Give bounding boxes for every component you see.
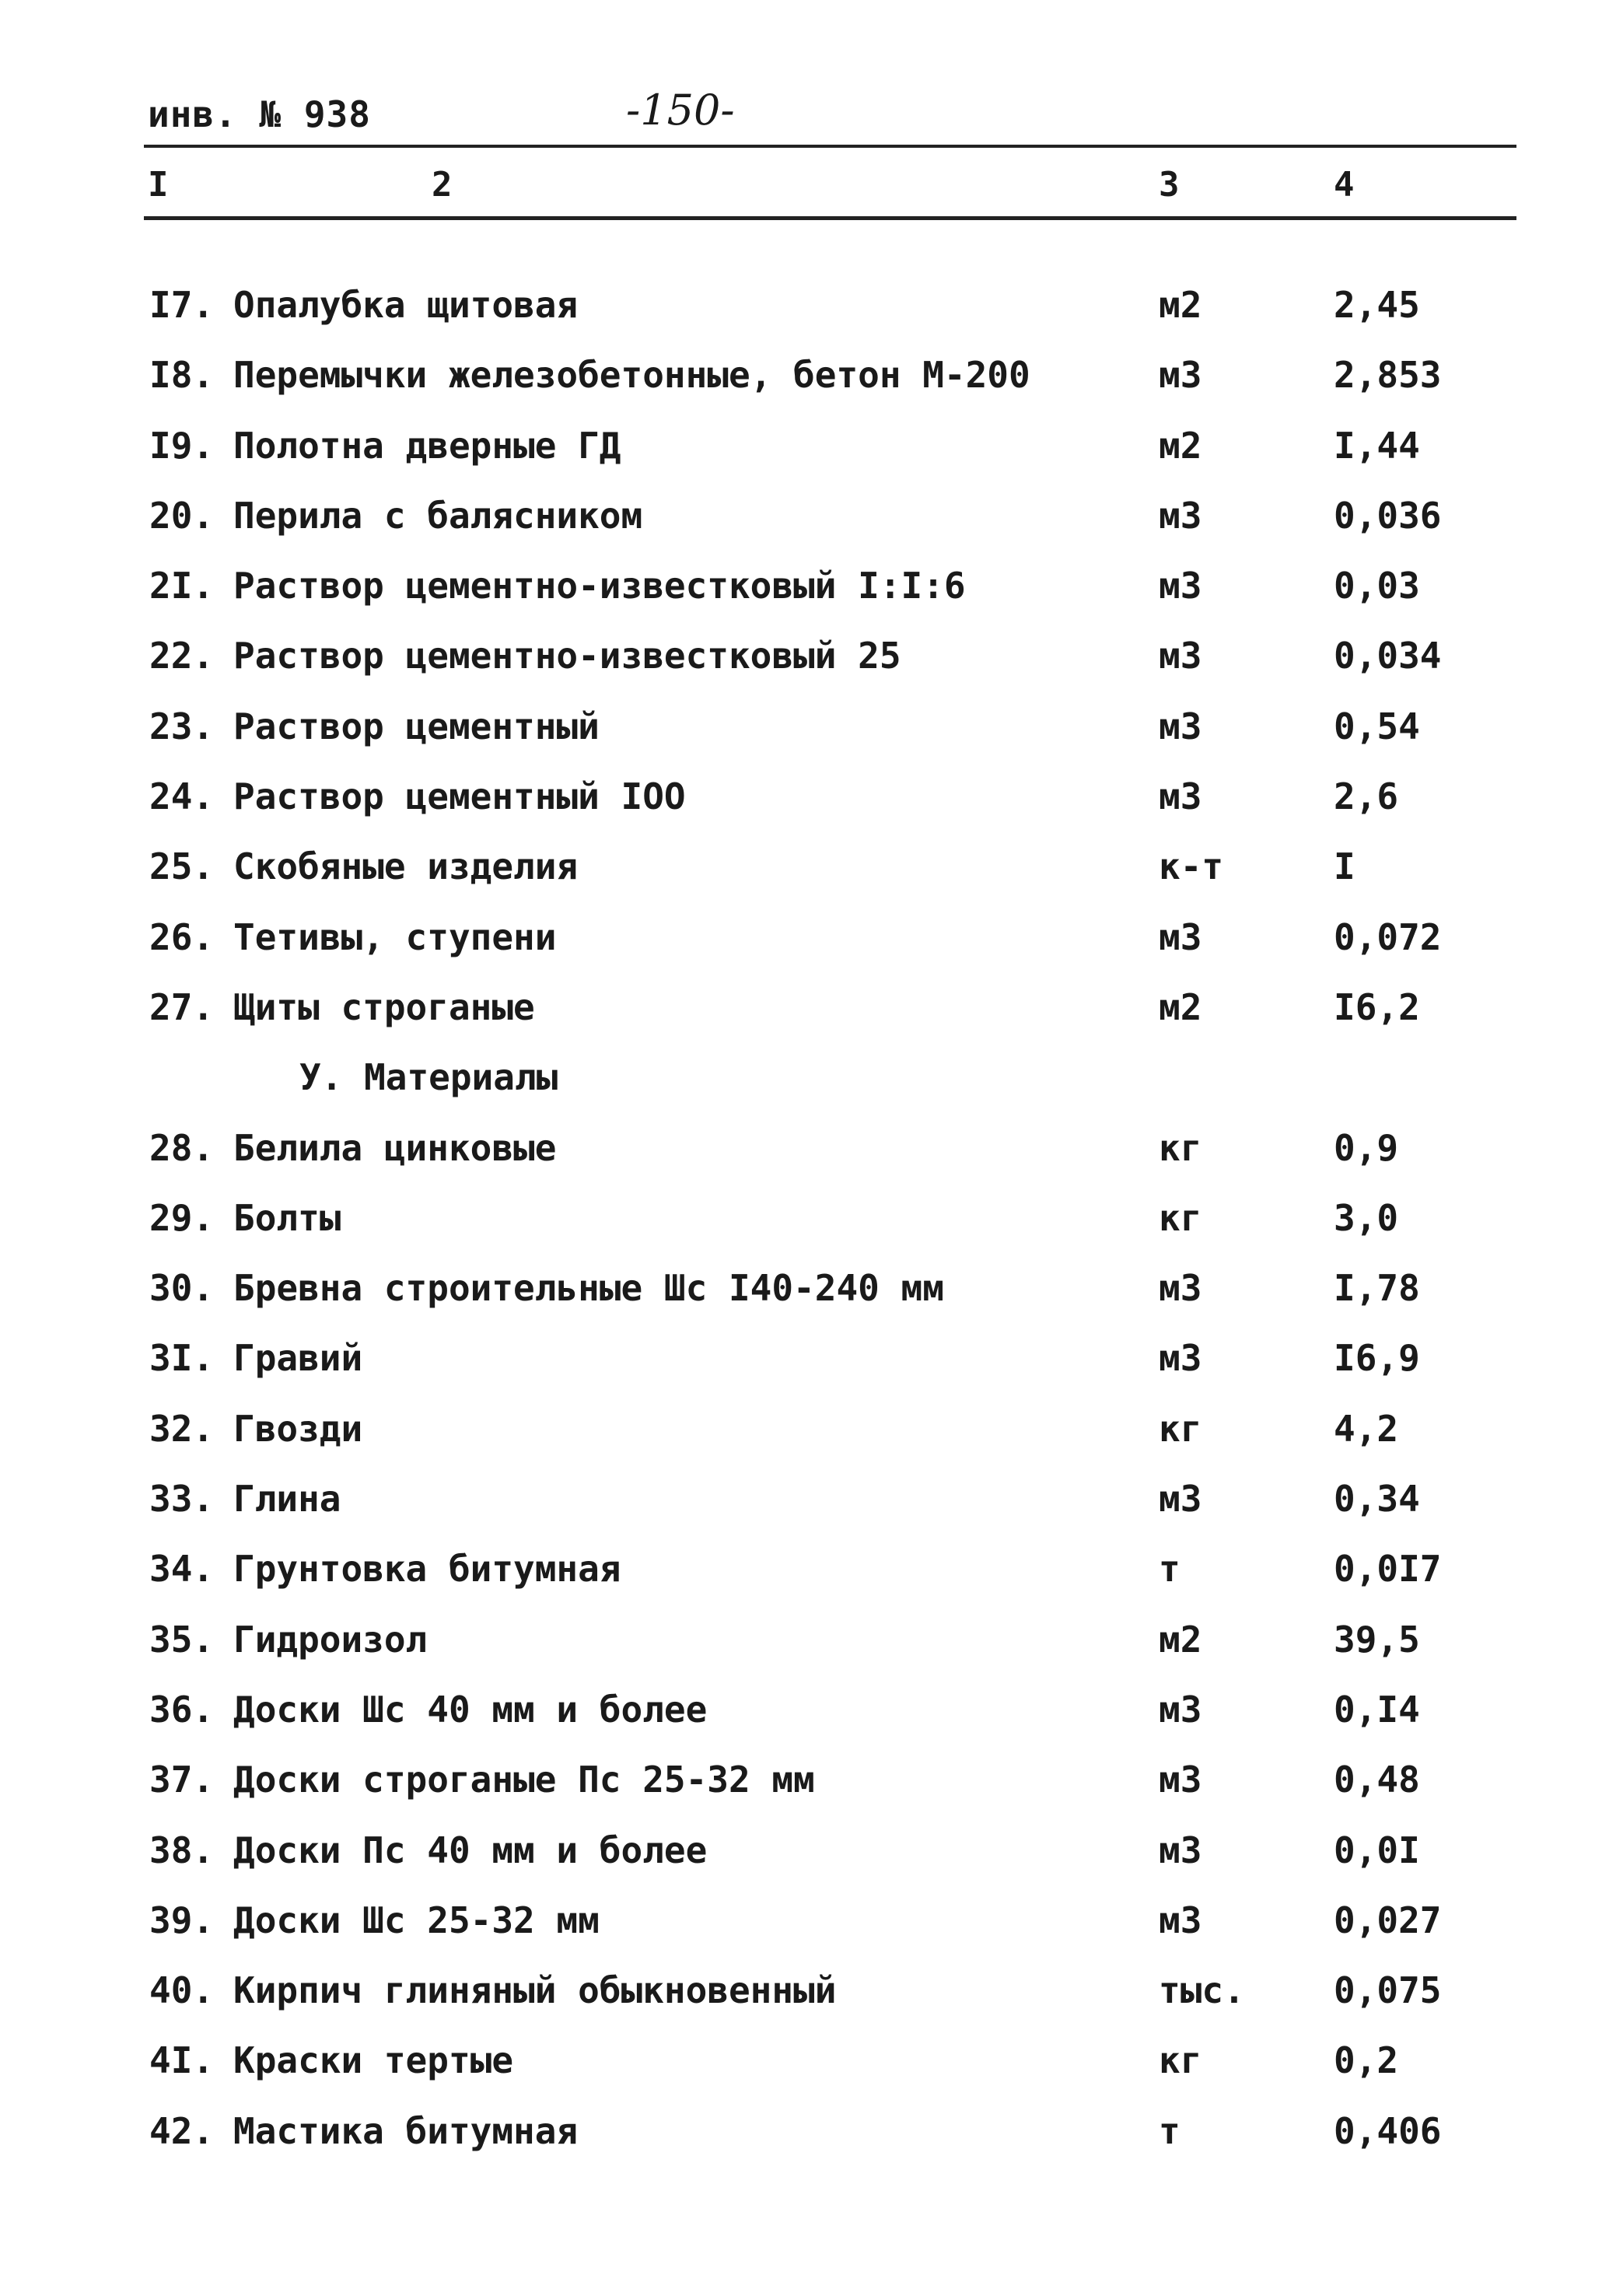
row-number: 27.	[149, 985, 215, 1028]
table-row	[0, 1756, 1616, 1826]
row-number: 39.	[149, 1899, 215, 1941]
unit-of-measure: м3	[1159, 1337, 1202, 1380]
row-number: 37.	[149, 1759, 215, 1801]
item-name: Грунтовка битумная	[233, 1548, 621, 1591]
table-row	[0, 1545, 1616, 1615]
table-row	[0, 1967, 1616, 2037]
table-row	[0, 282, 1616, 352]
item-name: Доски Шс 25-32 мм	[233, 1899, 600, 1941]
item-name: Доски Пс 40 мм и более	[233, 1829, 708, 1871]
unit-of-measure: к-т	[1159, 845, 1224, 888]
item-name: Болты	[233, 1196, 341, 1239]
row-number: 20.	[149, 494, 215, 537]
table-row	[0, 632, 1616, 702]
unit-of-measure: м3	[1159, 915, 1202, 958]
row-number: 24.	[149, 775, 215, 818]
table-row	[0, 1616, 1616, 1686]
column-headers	[0, 165, 1616, 212]
quantity: 0,34	[1334, 1478, 1420, 1521]
item-name: Белила цинковые	[233, 1126, 557, 1169]
item-name: Бревна строительные Шс I40-240 мм	[233, 1267, 944, 1310]
unit-of-measure: м3	[1159, 1899, 1202, 1941]
quantity: 2,45	[1334, 284, 1420, 326]
quantity: 0,I4	[1334, 1688, 1420, 1731]
unit-of-measure: тыс.	[1159, 1969, 1245, 2012]
row-number: 32.	[149, 1407, 215, 1450]
table-row	[0, 2037, 1616, 2107]
table-row	[0, 773, 1616, 843]
item-name: Тетивы, ступени	[233, 915, 557, 958]
quantity: 0,406	[1334, 2109, 1442, 2152]
table-row	[0, 422, 1616, 492]
quantity: 0,034	[1334, 635, 1442, 677]
table-row	[0, 1897, 1616, 1967]
quantity: I6,2	[1334, 985, 1420, 1028]
item-name: Опалубка щитовая	[233, 284, 579, 326]
row-number: 34.	[149, 1548, 215, 1591]
column-header-3: 3	[1159, 165, 1180, 205]
table-row	[0, 2108, 1616, 2178]
row-number: I9.	[149, 424, 215, 467]
quantity: 0,54	[1334, 705, 1420, 747]
table-row	[0, 1125, 1616, 1195]
row-number: 42.	[149, 2109, 215, 2152]
quantity: 39,5	[1334, 1618, 1420, 1661]
row-number: 35.	[149, 1618, 215, 1661]
quantity: 0,03	[1334, 565, 1420, 607]
table-row	[0, 562, 1616, 632]
item-name: Глина	[233, 1478, 341, 1521]
item-name: Перемычки железобетонные, бетон М-200	[233, 354, 1030, 397]
item-name: Доски строганые Пс 25-32 мм	[233, 1759, 815, 1801]
unit-of-measure: м3	[1159, 705, 1202, 747]
row-number: I7.	[149, 284, 215, 326]
unit-of-measure: м3	[1159, 1829, 1202, 1871]
quantity: 0,0I7	[1334, 1548, 1442, 1591]
table-row	[0, 1686, 1616, 1756]
unit-of-measure: м2	[1159, 284, 1202, 326]
section-heading-row	[0, 1054, 1616, 1124]
row-number: I8.	[149, 354, 215, 397]
item-name: Кирпич глиняный обыкновенный	[233, 1969, 837, 2012]
row-number: 40.	[149, 1969, 215, 2012]
unit-of-measure: кг	[1159, 2039, 1202, 2082]
item-name: Раствор цементно-известковый 25	[233, 635, 901, 677]
item-name: Раствор цементный IOO	[233, 775, 686, 818]
quantity: 0,036	[1334, 494, 1442, 537]
unit-of-measure: м3	[1159, 354, 1202, 397]
page-header	[148, 86, 1516, 148]
item-name: Доски Шс 40 мм и более	[233, 1688, 708, 1731]
quantity: I,78	[1334, 1267, 1420, 1310]
quantity: 0,0I	[1334, 1829, 1420, 1871]
item-name: У. Материалы	[299, 1056, 558, 1099]
quantity: I6,9	[1334, 1337, 1420, 1380]
row-number: 28.	[149, 1126, 215, 1169]
unit-of-measure: м3	[1159, 1478, 1202, 1521]
column-header-1: I	[148, 165, 169, 205]
table-row	[0, 914, 1616, 984]
row-number: 36.	[149, 1688, 215, 1731]
unit-of-measure: м3	[1159, 494, 1202, 537]
quantity: 2,853	[1334, 354, 1442, 397]
unit-of-measure: кг	[1159, 1196, 1202, 1239]
row-number: 4I.	[149, 2039, 215, 2082]
quantity: I,44	[1334, 424, 1420, 467]
table-row	[0, 1335, 1616, 1405]
item-name: Краски тертые	[233, 2039, 514, 2082]
column-header-2: 2	[432, 165, 453, 205]
header-rule-top	[144, 145, 1516, 148]
table-body	[0, 282, 1616, 2178]
unit-of-measure: м3	[1159, 565, 1202, 607]
unit-of-measure: кг	[1159, 1126, 1202, 1169]
table-row	[0, 1265, 1616, 1335]
quantity: 0,027	[1334, 1899, 1442, 1941]
row-number: 26.	[149, 915, 215, 958]
item-name: Щиты строганые	[233, 985, 535, 1028]
item-name: Гидроизол	[233, 1618, 428, 1661]
unit-of-measure: м3	[1159, 1688, 1202, 1731]
quantity: 4,2	[1334, 1407, 1399, 1450]
row-number: 2I.	[149, 565, 215, 607]
item-name: Раствор цементный	[233, 705, 600, 747]
item-name: Гравий	[233, 1337, 363, 1380]
item-name: Перила с балясником	[233, 494, 643, 537]
table-row	[0, 1195, 1616, 1265]
unit-of-measure: м2	[1159, 1618, 1202, 1661]
quantity: 0,075	[1334, 1969, 1442, 2012]
unit-of-measure: м3	[1159, 1267, 1202, 1310]
page-number: -150-	[626, 86, 735, 135]
header-rule-bottom	[144, 216, 1516, 220]
row-number: 30.	[149, 1267, 215, 1310]
table-row	[0, 1405, 1616, 1475]
unit-of-measure: т	[1159, 1548, 1181, 1591]
table-row	[0, 984, 1616, 1054]
unit-of-measure: м3	[1159, 775, 1202, 818]
table-row	[0, 492, 1616, 562]
row-number: 33.	[149, 1478, 215, 1521]
table-row	[0, 352, 1616, 422]
unit-of-measure: м3	[1159, 635, 1202, 677]
table-row	[0, 1827, 1616, 1897]
row-number: 23.	[149, 705, 215, 747]
row-number: 38.	[149, 1829, 215, 1871]
quantity: I	[1334, 845, 1355, 888]
quantity: 2,6	[1334, 775, 1399, 818]
table-row	[0, 843, 1616, 913]
quantity: 0,48	[1334, 1759, 1420, 1801]
item-name: Гвозди	[233, 1407, 363, 1450]
row-number: 25.	[149, 845, 215, 888]
unit-of-measure: м2	[1159, 424, 1202, 467]
unit-of-measure: м2	[1159, 985, 1202, 1028]
row-number: 22.	[149, 635, 215, 677]
table-row	[0, 1475, 1616, 1545]
item-name: Полотна дверные ГД	[233, 424, 621, 467]
row-number: 3I.	[149, 1337, 215, 1380]
unit-of-measure: т	[1159, 2109, 1181, 2152]
quantity: 0,9	[1334, 1126, 1399, 1169]
inventory-number: инв. № 938	[148, 93, 371, 135]
column-header-4: 4	[1334, 165, 1355, 205]
quantity: 3,0	[1334, 1196, 1399, 1239]
item-name: Скобяные изделия	[233, 845, 579, 888]
unit-of-measure: м3	[1159, 1759, 1202, 1801]
row-number: 29.	[149, 1196, 215, 1239]
quantity: 0,072	[1334, 915, 1442, 958]
unit-of-measure: кг	[1159, 1407, 1202, 1450]
item-name: Мастика битумная	[233, 2109, 579, 2152]
item-name: Раствор цементно-известковый I:I:6	[233, 565, 966, 607]
table-row	[0, 703, 1616, 773]
quantity: 0,2	[1334, 2039, 1399, 2082]
